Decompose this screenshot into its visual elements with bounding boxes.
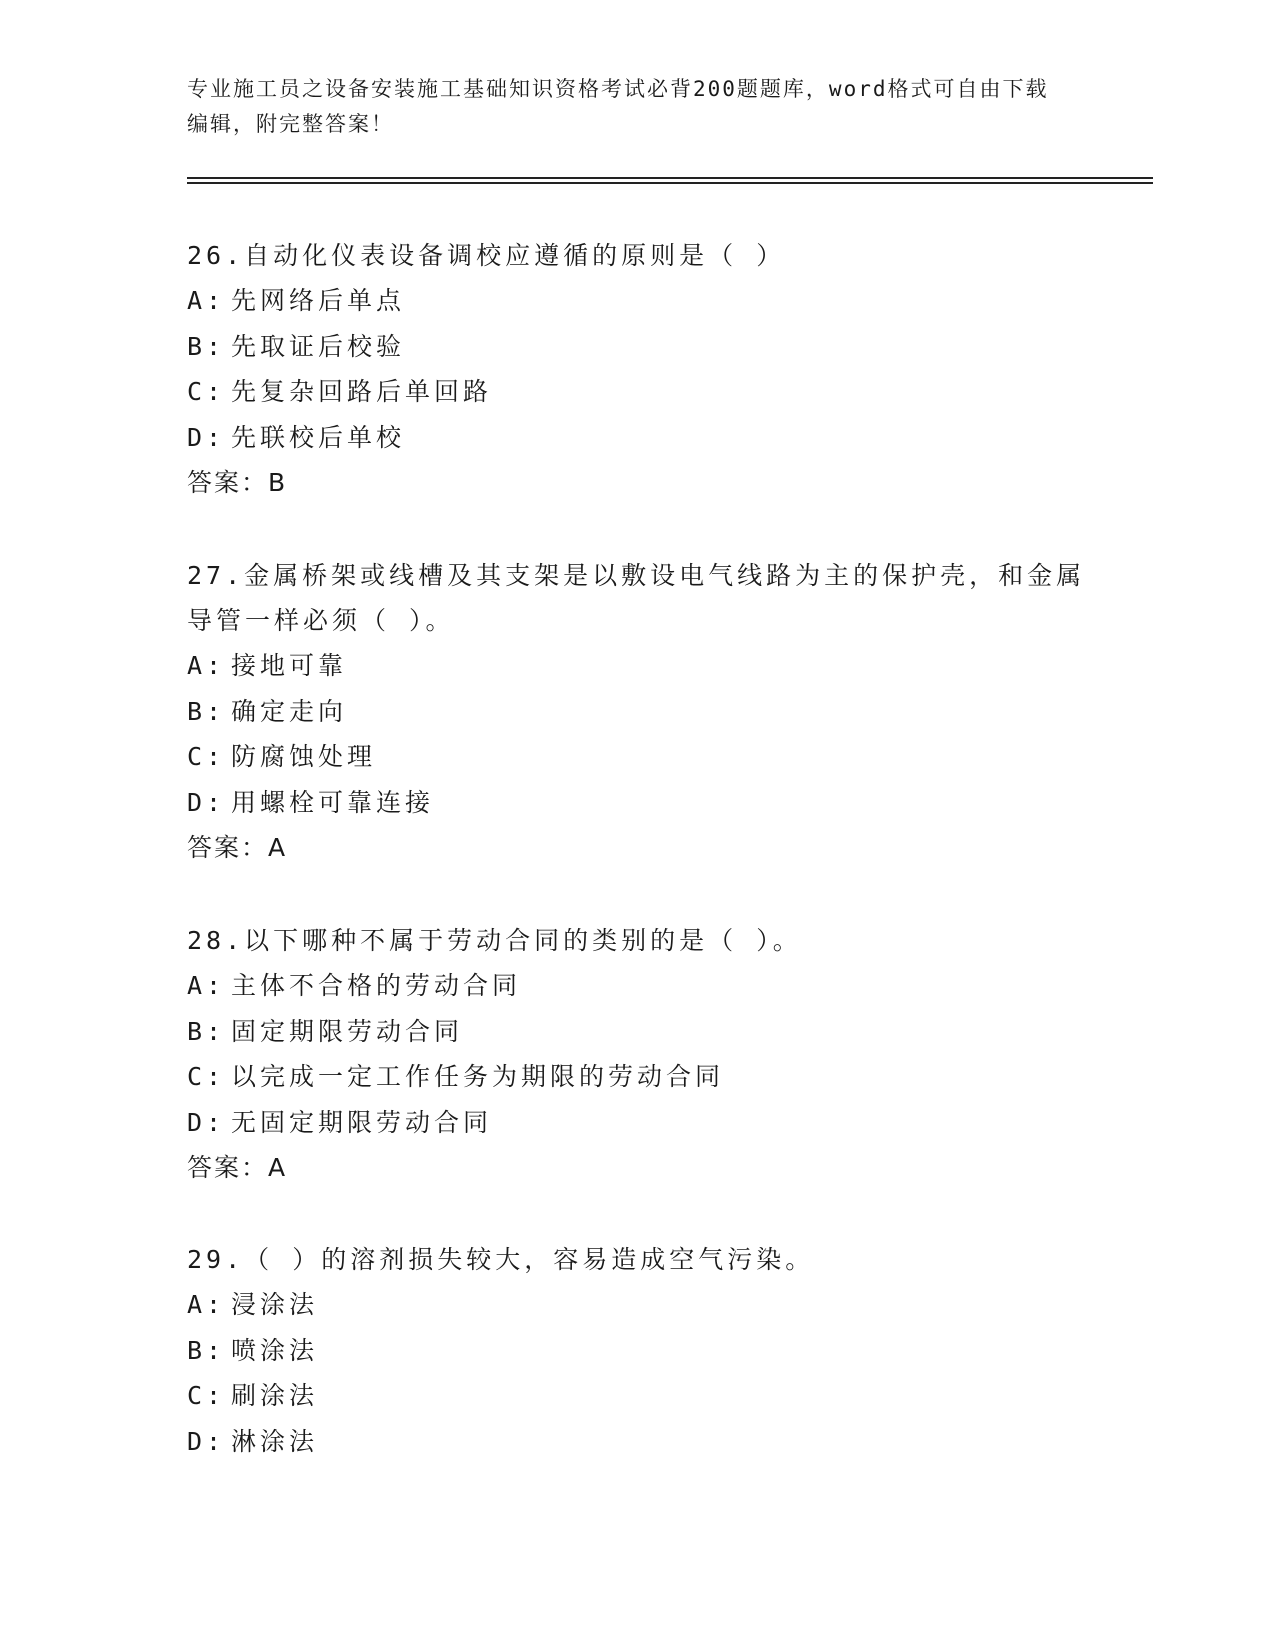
option-key: A: bbox=[187, 651, 226, 680]
option-a bbox=[187, 643, 1087, 689]
option-key: C: bbox=[187, 742, 226, 771]
option-a bbox=[187, 963, 1087, 1009]
option-d bbox=[187, 780, 1087, 826]
option-text: 喷涂法 bbox=[231, 1335, 319, 1365]
option-b bbox=[187, 689, 1087, 735]
question-26 bbox=[187, 233, 1087, 506]
option-key: D: bbox=[187, 1426, 226, 1456]
option-b bbox=[187, 1009, 1087, 1055]
option-key: C: bbox=[187, 1062, 226, 1091]
option-d bbox=[187, 415, 1087, 461]
option-text: 先取证后校验 bbox=[231, 331, 406, 361]
option-key: A: bbox=[187, 971, 226, 1000]
answer-value: A bbox=[268, 833, 288, 862]
option-b bbox=[187, 1328, 1087, 1374]
question-text: 26.自动化仪表设备调校应遵循的原则是（ ） bbox=[187, 241, 786, 270]
question-27 bbox=[187, 553, 1087, 871]
option-key: D: bbox=[187, 1107, 226, 1137]
option-key: D: bbox=[187, 787, 226, 817]
option-key: B: bbox=[187, 1335, 226, 1365]
option-a bbox=[187, 278, 1087, 324]
option-text: 无固定期限劳动合同 bbox=[231, 1107, 493, 1137]
answer-value: A bbox=[268, 1153, 288, 1182]
option-key: A: bbox=[187, 286, 226, 315]
option-c bbox=[187, 1054, 1087, 1100]
option-key: A: bbox=[187, 1290, 226, 1319]
option-c bbox=[187, 734, 1087, 780]
option-text: 防腐蚀处理 bbox=[231, 742, 377, 771]
question-29 bbox=[187, 1237, 1087, 1464]
header-divider-bottom bbox=[187, 182, 1153, 184]
option-key: C: bbox=[187, 1381, 226, 1410]
option-c bbox=[187, 1373, 1087, 1419]
answer-label: 答案： bbox=[187, 468, 269, 497]
answer-value: B bbox=[268, 468, 288, 497]
header-divider-top bbox=[187, 177, 1153, 179]
header-title: 专业施工员之设备安装施工基础知识资格考试必背200题题库，word格式可自由下载编辑，附完整答案！ bbox=[187, 77, 1049, 136]
option-text: 接地可靠 bbox=[231, 651, 348, 680]
question-28 bbox=[187, 918, 1087, 1191]
option-text: 主体不合格的劳动合同 bbox=[231, 971, 522, 1000]
answer-line bbox=[187, 1145, 1087, 1191]
option-text: 以完成一定工作任务为期限的劳动合同 bbox=[231, 1062, 725, 1091]
answer-line bbox=[187, 825, 1087, 871]
option-c bbox=[187, 369, 1087, 415]
option-d bbox=[187, 1419, 1087, 1465]
option-key: D: bbox=[187, 422, 226, 452]
question-text: 27.金属桥架或线槽及其支架是以敷设电气线路为主的保护壳，和金属导管一样必须（ ）。 bbox=[187, 561, 1086, 635]
option-text: 确定走向 bbox=[231, 696, 348, 726]
option-key: B: bbox=[187, 1016, 226, 1046]
option-text: 先联校后单校 bbox=[231, 422, 406, 452]
option-text: 固定期限劳动合同 bbox=[231, 1016, 464, 1046]
option-b bbox=[187, 324, 1087, 370]
answer-label: 答案： bbox=[187, 833, 269, 862]
answer-line bbox=[187, 460, 1087, 506]
document-header bbox=[187, 72, 1067, 142]
option-text: 浸涂法 bbox=[231, 1290, 319, 1319]
question-text: 28.以下哪种不属于劳动合同的类别的是（ ）。 bbox=[187, 926, 802, 955]
option-a bbox=[187, 1282, 1087, 1328]
option-text: 刷涂法 bbox=[231, 1381, 319, 1410]
question-text: 29.（ ）的溶剂损失较大，容易造成空气污染。 bbox=[187, 1245, 815, 1274]
option-key: B: bbox=[187, 331, 226, 361]
option-d bbox=[187, 1100, 1087, 1146]
option-key: C: bbox=[187, 377, 226, 406]
option-text: 先网络后单点 bbox=[231, 286, 406, 315]
option-key: B: bbox=[187, 696, 226, 726]
option-text: 用螺栓可靠连接 bbox=[231, 787, 435, 817]
option-text: 先复杂回路后单回路 bbox=[231, 377, 493, 406]
option-text: 淋涂法 bbox=[231, 1426, 319, 1456]
answer-label: 答案： bbox=[187, 1153, 269, 1182]
